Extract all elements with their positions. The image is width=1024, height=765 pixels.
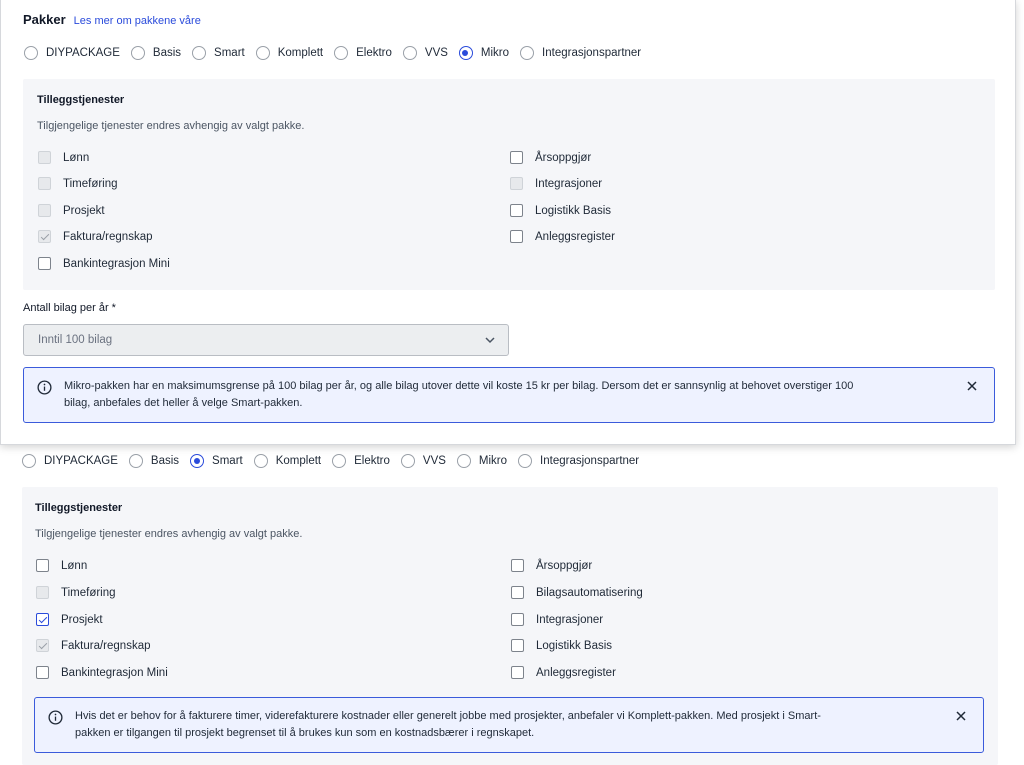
checkbox-label: Anleggsregister	[535, 230, 615, 243]
radio-circle-selected[interactable]	[459, 46, 473, 60]
alert-message	[75, 708, 935, 742]
radio-label: Elektro	[356, 47, 392, 59]
checkbox-label: Årsoppgjør	[535, 151, 592, 164]
radio-circle[interactable]	[401, 454, 415, 468]
package-radio-mikro[interactable]	[459, 46, 509, 60]
alert-line: bilag, anbefales det heller å velge Smart-pakken.	[64, 397, 303, 409]
package-radio-integrasjonspartner[interactable]	[520, 46, 641, 60]
addon-timeforing[interactable]	[38, 177, 118, 190]
radio-circle[interactable]	[334, 46, 348, 60]
checkbox[interactable]	[38, 257, 51, 270]
addon-anleggsregister[interactable]	[510, 230, 615, 243]
checkbox-label: Bankintegrasjon Mini	[63, 257, 170, 270]
checkbox[interactable]	[510, 230, 523, 243]
checkbox[interactable]	[511, 613, 524, 626]
checkbox-label: Faktura/regnskap	[63, 230, 153, 243]
addon-arsoppgjor[interactable]	[511, 559, 592, 572]
checkbox[interactable]	[510, 151, 523, 164]
package-radio-elektro[interactable]	[334, 46, 392, 60]
package-radio-vvs[interactable]	[401, 454, 446, 468]
package-radio-smart[interactable]	[192, 46, 245, 60]
addon-integrasjoner[interactable]	[510, 177, 602, 190]
checkbox-label: Faktura/regnskap	[61, 639, 151, 652]
bilag-select[interactable]	[23, 324, 509, 356]
checkbox[interactable]	[38, 177, 51, 190]
radio-label: Komplett	[275, 455, 322, 467]
addon-logistikk-basis[interactable]	[510, 204, 611, 217]
addon-bankintegrasjon-mini[interactable]	[38, 257, 170, 270]
checkbox[interactable]	[511, 666, 524, 679]
radio-circle[interactable]	[332, 454, 346, 468]
radio-circle[interactable]	[403, 46, 417, 60]
addon-faktura-regnskap[interactable]	[38, 230, 153, 243]
checkbox-checked[interactable]	[36, 613, 49, 626]
addons-title: Tilleggstjenester	[35, 502, 123, 514]
checkbox-label: Årsoppgjør	[536, 559, 593, 572]
radio-circle-selected[interactable]	[190, 454, 204, 468]
addon-faktura-regnskap[interactable]	[36, 639, 151, 652]
addon-lonn[interactable]	[38, 151, 89, 164]
checkbox[interactable]	[511, 559, 524, 572]
mikro-info-alert	[23, 367, 995, 423]
checkbox-label: Integrasjoner	[535, 177, 603, 190]
radio-circle[interactable]	[129, 454, 143, 468]
addon-bilagsautomatisering[interactable]	[511, 586, 643, 599]
package-radio-basis[interactable]	[131, 46, 181, 60]
packages-header	[23, 12, 201, 27]
checkbox-label: Logistikk Basis	[536, 639, 613, 652]
package-radio-elektro[interactable]	[332, 454, 390, 468]
radio-circle[interactable]	[192, 46, 206, 60]
checkbox-label: Timeføring	[61, 586, 116, 599]
addon-prosjekt[interactable]	[36, 613, 103, 626]
checkbox-label: Prosjekt	[63, 204, 105, 217]
checkbox[interactable]	[38, 230, 51, 243]
package-radio-diypackage[interactable]	[24, 46, 120, 60]
checkbox-label: Prosjekt	[61, 613, 103, 626]
checkbox-label: Bilagsautomatisering	[536, 586, 643, 599]
package-radio-group	[24, 46, 652, 60]
addons-subtitle: Tilgjengelige tjenester endres avhengig av valgt pakke.	[35, 528, 303, 540]
checkbox-label: Logistikk Basis	[535, 204, 612, 217]
checkbox-label: Bankintegrasjon Mini	[61, 666, 168, 679]
package-radio-mikro[interactable]	[457, 454, 507, 468]
radio-circle[interactable]	[24, 46, 38, 60]
checkbox-label: Timeføring	[63, 177, 118, 190]
package-radio-smart[interactable]	[190, 454, 243, 468]
radio-circle[interactable]	[256, 46, 270, 60]
checkbox-label: Lønn	[63, 151, 90, 164]
checkbox-label: Integrasjoner	[536, 613, 604, 626]
checkbox[interactable]	[38, 204, 51, 217]
addon-integrasjoner[interactable]	[511, 613, 603, 626]
bilag-field-label: Antall bilag per år *	[23, 302, 116, 314]
radio-label: Mikro	[478, 455, 508, 467]
checkbox[interactable]	[36, 559, 49, 572]
close-icon[interactable]	[967, 379, 977, 393]
radio-label: Basis	[150, 455, 180, 467]
radio-label: Mikro	[480, 47, 510, 59]
addons-section	[22, 487, 998, 765]
checkbox[interactable]	[38, 151, 51, 164]
info-circle-icon	[48, 710, 63, 728]
addons-section	[23, 79, 995, 290]
alert-message	[64, 378, 954, 412]
checkbox[interactable]	[510, 177, 523, 190]
radio-circle[interactable]	[254, 454, 268, 468]
alert-line: Hvis det er behov for å fakturere timer, viderefakturere kostnader eller generelt jobbe med prosjekter, anbefaler vi Komplett-pakken. Med prosjekt i Smart-	[75, 710, 821, 722]
addon-lonn[interactable]	[36, 559, 87, 572]
package-radio-komplett[interactable]	[256, 46, 323, 60]
checkbox[interactable]	[36, 639, 49, 652]
radio-circle[interactable]	[131, 46, 145, 60]
checkbox[interactable]	[36, 586, 49, 599]
package-radio-komplett[interactable]	[254, 454, 321, 468]
radio-label: Integrasjonspartner	[540, 455, 640, 467]
radio-label: Integrasjonspartner	[542, 47, 642, 59]
package-radio-group	[22, 454, 650, 468]
radio-label: Elektro	[354, 455, 390, 467]
radio-label: Komplett	[277, 47, 324, 59]
radio-label: VVS	[422, 455, 446, 467]
package-radio-basis[interactable]	[129, 454, 179, 468]
package-radio-vvs[interactable]	[403, 46, 448, 60]
radio-label: VVS	[424, 47, 448, 59]
radio-circle[interactable]	[457, 454, 471, 468]
checkbox[interactable]	[511, 586, 524, 599]
alert-line: Mikro-pakken har en maksimumsgrense på 100 bilag per år, og alle bilag utover dette vil koste 15 kr per bilag. Dersom det er sannsynlig at behovet overstiger 100	[64, 380, 854, 392]
addons-subtitle: Tilgjengelige tjenester endres avhengig av valgt pakke.	[37, 120, 305, 132]
addon-timeforing[interactable]	[36, 586, 116, 599]
packages-title: Pakker	[23, 12, 66, 27]
checkbox[interactable]	[36, 666, 49, 679]
info-circle-icon	[37, 380, 52, 398]
addon-arsoppgjor[interactable]	[510, 151, 591, 164]
package-radio-diypackage[interactable]	[22, 454, 118, 468]
close-icon[interactable]	[956, 709, 966, 723]
radio-circle[interactable]	[518, 454, 532, 468]
addon-anleggsregister[interactable]	[511, 666, 616, 679]
alert-line: pakken er tilgangen til prosjekt begrenset til å brukes kun som en kostnadsbærer i regnskapet.	[75, 727, 535, 739]
addon-bankintegrasjon-mini[interactable]	[36, 666, 168, 679]
chevron-down-icon	[484, 334, 496, 349]
radio-label: Basis	[152, 47, 182, 59]
checkbox-label: Lønn	[61, 559, 88, 572]
checkbox[interactable]	[511, 639, 524, 652]
radio-circle[interactable]	[520, 46, 534, 60]
addons-title: Tilleggstjenester	[37, 94, 125, 106]
radio-circle[interactable]	[22, 454, 36, 468]
package-radio-integrasjonspartner[interactable]	[518, 454, 639, 468]
radio-label: Smart	[212, 455, 243, 467]
radio-label: Smart	[214, 47, 245, 59]
addon-prosjekt[interactable]	[38, 204, 105, 217]
package-panel-smart	[8, 447, 1024, 765]
checkbox[interactable]	[510, 204, 523, 217]
packages-info-link[interactable]: Les mer om pakkene våre	[73, 15, 201, 27]
smart-info-alert	[34, 697, 984, 753]
radio-label: DIYPACKAGE	[46, 47, 120, 59]
bilag-select-value: Inntil 100 bilag	[38, 334, 113, 346]
checkbox-label: Anleggsregister	[536, 666, 616, 679]
addon-logistikk-basis[interactable]	[511, 639, 612, 652]
radio-label: DIYPACKAGE	[44, 455, 118, 467]
